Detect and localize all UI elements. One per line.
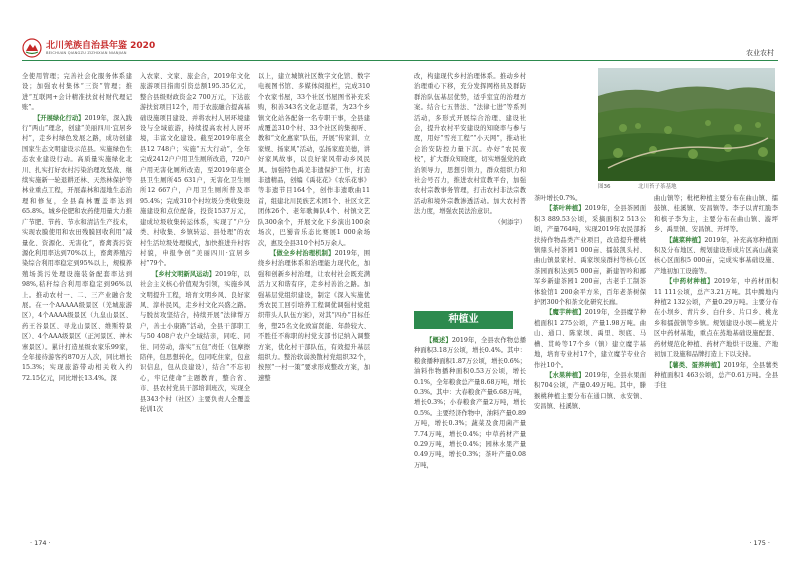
page-number: · 175 · xyxy=(749,539,770,547)
right-column-1b xyxy=(414,336,526,471)
paragraph: 【中药材种植】2019年，中药材面积11 111公顷，总产3.21万吨。其中腾地内种植2 132公顷，产量0.29万吨。主要分布在小坝乡、青片乡、白什乡、片口乡、桃龙乡和擂鼓镇等乡镇。规划建设小坝—桃龙片区中药材基地，重点在蒸地基础设施配套、药材规范化种植、药材产地烘干设施、产地初加工设施和品牌打造上下以支持。 xyxy=(654,278,779,359)
paragraph-text: 2019年，全县农作物总播种面积3.18万公顷，增长0.4%。其中：粮食播种面积1.87万公顷，增长0.6%；油料作物播种面积0.53万公顷，增长0.1%，全年粮食总产量8.68万吨，增长0.3%。其中：大春粮食产量6.68万吨，增长0.3%；小春粮食产量2万吨，增长0.5%。主要经济作物中，油料产量0.89万吨，增长0.3%；蔬菜及食用菌产量7.74万吨，增长0.4%；中草药材产量0.29万吨，增长0.4%；园林水果产量0.49万吨，增长0.3%；茶叶产量0.08万吨， xyxy=(414,337,527,469)
book-title: 北川羌族自治县年鉴 xyxy=(46,41,128,51)
left-column-3 xyxy=(258,72,370,384)
paragraph: 入农家、文家、旅企合，2019年文化旅游项目指南引资总额195.35亿元，整合县级财政资金2 700万元，下达旅游扶贫项目12个，用于农旅融合提高基础设施项目建设、并将农村人居环境建设与全域旅游，持续提高农村人居环境，丰富文化建设。截至2019年底全县12 748户；实施“五大行动”，全年完成2412户户用卫生厕所改造，720户户用无害化厕所改造，至2019年底全县卫生厕所45 631户，无害化卫生厕所12 667户，户用卫生厕所普及率95.4%；完成310个村垃圾分类收集设施建设和点位配备，投资1537万元，建成垃圾收集转运体系，实现了“户分类、村收集、乡镇转运、县处理”的农村生活垃圾处理模式，加快推进升村容村貌，申报争创“美丽四川·宜居乡村”79个。 xyxy=(140,73,250,268)
section-title-banner: 种植业 xyxy=(414,311,513,329)
paragraph: 茶叶增长0.7%。 xyxy=(534,195,582,202)
paragraph: 【做全乡村治理机制】2019年，围绕乡村治理体系和治理能力现代化，加强和创新乡村治理，让农村社会既充满活力又和谐有序，走乡村善治之路。加强基层党组织建设，制定《深入实施优秀农民工回引培养工程调优调强村党组织带头人队伍方案》，对其“四办”目标任务，塑25名文化致富贤能、年龄较大、不胜任不称职的村党支部书记纳入调整方案，优化村干部队伍，有效提升基层组织力。整治软弱涣散村党组织32个，按照“一村一策”要求形成整改方案，加速整 xyxy=(258,249,371,382)
paragraph-heading: 水果种植 xyxy=(552,371,579,379)
figure-number: 图36 xyxy=(598,184,611,190)
paragraph: 【薯类、蛋养种植】2019年，全县薯类种植面积1 463公顷，总产0.61万吨。全县手往 xyxy=(654,361,779,390)
paragraph-heading: 蔬菜种植 xyxy=(672,236,698,244)
section-label: 农业农村 xyxy=(746,49,774,57)
paragraph-heading: 概述 xyxy=(432,337,446,344)
paragraph-text: 2019年，补充高寒种植面积及分布地区、规划建设形成片区高山蔬菜核心区面积5 000亩，完成实事基础设施、产地初加工设施等。 xyxy=(654,236,779,275)
page-number: · 174 · xyxy=(30,539,51,547)
paragraph-text: 2019年，全县魔芋种植面积1 275公顷，产量1.98万吨。曲山、通口、陈家坝、禹里、坝底、马槽、贯岭等17个乡（镇）建立魔芋基地，培育专业村17个，建立魔芋专业合作社10个。 xyxy=(534,309,647,369)
paragraph-heading: 【开展绿化行动】 xyxy=(34,114,85,122)
paragraph-text: 2019年，全县茶园面积3 889.53公顷，采摘面积2 513公顷，产量764吨，实现2019年农民部拆扶持作物品类产业项目，改造提升樱桃镇鼎头村茶园1 000亩、擂鼓凯头村、曲山镇景家村、禹家坝泉群村等核心区茶园面积达到5 000亩，新建智吟和鄙军乡新建茶园1 200亩，古老手工制茶体验馆1 200余平方米，百年老茶树保护团300个和茶文化研究长廊。 xyxy=(534,205,647,307)
paragraph: 以上，建立城镇社区数字文化馆、数字电视图书馆、多媒体阅报栏，完成310个农家书屋，33个社区书屋图书补充采购，积善343名文化志愿者，为23个乡镇文化站各配备一名专职干事，全县建成覆盖310个村、33个社区的集视听、教和“文化惠家”队伍，开展“传家训、立家规、扬家风”活动，弘扬家庭美德，讲好家风故事，以良好家风带动乡风民风。加强特色禹羌非遗保护工作，打造非遗精品，创编《禹花花》《农乐花事》等非遗节目164个，创作非遗歌曲11首，组建北川民族艺术团1个、社区文艺团体26个、老年歌舞队4个、村镇文艺队300余个，开展文化下乡演出100余场次，巴蜀音乐态比赛展1 000余场次，惠及全县310个村5万余人。 xyxy=(258,73,370,247)
paragraph: 【水果种植】2019年，全县水果面积704公顷，产量0.49万吨。其中，滕猴桃种植主要分布在通口镇、永安镇、安昌镇、桂溪镇、 xyxy=(534,371,647,411)
right-page xyxy=(400,0,800,569)
paragraph-text: 2019年，围绕乡村治理体系和治理能力现代化，加强和创新乡村治理，让农村社会既充满活力又和谐有序，走乡村善治之路。加强基层党组织建设，制定《深入实施优秀农民工回引培养工程调优调强村党组织带头人队伍方案》，对其“四办”目标任务，塑25名文化致富贤能、年龄较大、不胜任不称职的村党支部书记纳入调整方案，优化村干部队伍，有效提升基层组织力。整治软弱涣散村党组织32个，按照“一村一策”要求形成整改方案，加速整 xyxy=(258,249,371,382)
paragraph-heading: 乡村文明新风运动 xyxy=(158,270,209,278)
header-rule xyxy=(22,60,400,61)
left-column-2 xyxy=(140,72,250,415)
tea-plantation-image-icon xyxy=(598,68,775,181)
paragraph-heading: 茶叶种植 xyxy=(552,205,579,213)
paragraph: 【乡村文明新风运动】2019年，以社会主义核心价值观为引领，实施乡风文明提升工程，培育文明乡风、良好家风、淳朴民风，走乡村文化兴盛之路。与脱贫攻坚结合，持续开展“法律帮万户，善士小康路”活动，全县干部职工与50 408户农户全域结亲，同吃、同住、同劳动，落实“五包”责任（包摩擦陪伴，包思想转化，包同吃住家，包意识信息，包从良建设），结合“不忘初心，牢记使命”主题教育，整合省、市、县农村党员干部培训班次，实现全县343个村（社区）主要负责人全覆盖轮训1次 xyxy=(140,270,251,413)
paragraph-text: 2019年，深入践行“两山”理念，创建“美丽四川·宜居乡村”，走乡村绿色发展之路，成功创建国家生态文明建设示范县。实施绿色生态农业建设行动。高质量实施绿化北川、扎实打好农村污染治理攻坚战、继续实施新一轮退耕还林、天然林保护等林业重点工程，开展森林和湿地生态治理和修复，全县森林覆盖率达到65.8%。城乡伦肥和农药使用量大力推广节肥、节药、节水和清洁生产技术，实现农膜使用和农田残膜回收利用“减量化、资源化、无害化”，畜禽粪污资源化利用率达到70%以上，畜禽养殖污染综合利用率稳定到95%以上，规模养殖场粪污处理设施装备配套率达到98%,秸秆综合利用率稳定到96%以上。推动农村一、二、三产业融合发展。在一个AAAAA级景区（羌城旅游区），4个AAAA级景区（九皇山景区、药王谷景区、寻龙山景区、维斯特景区）、4个AAA级景区（正河景区、神木寨景区）。累计打造星级农家乐99家，全年接待游客约870万人次，同比增长15.3%；实现旅游带动相关收入约72.15亿元，同比增长13.4%。深 xyxy=(22,114,133,382)
book-year: 2020 xyxy=(130,41,156,51)
paragraph: 【蔬菜种植】2019年，补充高寒种植面积及分布地区、规划建设形成片区高山蔬菜核心区面积5 000亩，完成实事基础设施、产地初加工设施等。 xyxy=(654,236,779,275)
book-subtitle: BEICHUAN QIANGZU ZIZHIXIAN NIANJIAN xyxy=(46,51,127,55)
yearbook-header xyxy=(22,38,155,58)
paragraph xyxy=(22,114,132,385)
paragraph: 【概述】2019年，全县农作物总播种面积3.18万公顷，增长0.4%。其中：粮食播种面积1.87万公顷，增长0.6%；油料作物播种面积0.53万公顷，增长0.1%，全年粮食总产量8.68万吨，增长0.3%。其中：大春粮食产量6.68万吨，增长0.3%；小春粮食产量2万吨，增长0.5%。主要经济作物中，油料产量0.89万吨，增长0.3%；蔬菜及食用菌产量7.74万吨，增长0.4%；中草药材产量0.29万吨，增长0.4%；园林水果产量0.49万吨，增长0.3%；茶叶产量0.08万吨， xyxy=(414,337,527,469)
author-credit: （何添宇） xyxy=(494,218,526,226)
paragraph-text: 2019年，以社会主义核心价值观为引领，实施乡风文明提升工程，培育文明乡风、良好家风、淳朴民风，走乡村文化兴盛之路。与脱贫攻坚结合，持续开展“法律帮万户，善士小康路”活动，全县干部职工与50 408户农户全域结亲，同吃、同住、同劳动，落实“五包”责任（包摩擦陪伴，包思想转化，包同吃住家，包意识信息，包从良建设），结合“不忘初心，牢记使命”主题教育，整合省、市、县农村党员干部培训班次，实现全县343个村（社区）主要负责人全覆盖轮训1次 xyxy=(140,270,251,413)
paragraph: 【茶叶种植】2019年，全县茶园面积3 889.53公顷，采摘面积2 513公顷，产量764吨，实现2019年农民部拆扶持作物品类产业项目，改造提升樱桃镇鼎头村茶园1 000亩、擂鼓凯头村、曲山镇景家村、禹家坝泉群村等核心区茶园面积达到5 000亩，新建智吟和鄙军乡新建茶园1 200亩，古老手工制茶体验馆1 200余平方米，百年老茶树保护团300个和茶文化研究长廊。 xyxy=(534,205,647,307)
paragraph: 【魔芋种植】2019年，全县魔芋种植面积1 275公顷，产量1.98万吨。曲山、通口、陈家坝、禹里、坝底、马槽、贯岭等17个乡（镇）建立魔芋基地，培育专业村17个，建立魔芋专业合作社10个。 xyxy=(534,309,647,369)
header-rule xyxy=(400,60,778,61)
right-column-1 xyxy=(414,72,526,228)
left-column-1 xyxy=(22,72,132,384)
paragraph: 全使用管理；完善社会化服务体系建设；加强农村集体“三资”管理；推进“互联网+会计精准扶贫村财代理记账”。 xyxy=(22,73,132,112)
figure-caption-text: 北川苔子茶基地 xyxy=(638,184,677,190)
tea-plantation-photo xyxy=(598,68,775,181)
paragraph-text: 2019年，中药材面积11 111公顷，总产3.21万吨。其中腾地内种植2 132公顷，产量0.29万吨。主要分布在小坝乡、青片乡、白什乡、片口乡、桃龙乡和擂鼓镇等乡镇。规划建设小坝—桃龙片区中药材基地，重点在蒸地基础设施配套、药材规范化种植、药材产地烘干设施、产地初加工设施和品牌打造上下以支持。 xyxy=(654,278,779,359)
right-column-3 xyxy=(654,194,778,392)
right-column-2 xyxy=(534,194,646,413)
paragraph-heading: 做全乡村治理机制 xyxy=(276,249,329,257)
paragraph-heading: 中药材种植 xyxy=(672,278,708,286)
paragraph-heading: 魔芋种植 xyxy=(552,309,579,317)
paragraph: 改，构建现代乡村治理体系。推动乡村治理重心下移，充分发挥网格员及群防群治队伍基层优势，适乎室宜的治理方案。结合七五普法、“法律七进”等系列活动，多形式开展综合治理、建设社会，提升农村平安建设的知晓率与参与度，用好“雪亮工程”“小天网”，推动社会治安防控力量下沉。办好“农民夜校”，扩大群众知晓度，切实增强党的政治领导力，思想引领力，群众组织力和社会号召力，推进农村宣教平台，加强农村宗教事务管理，打击农村非法宗教活动和境外宗教渗透活动。加大农村普法力度，增强农民法治意识。 xyxy=(414,73,526,216)
photo-caption xyxy=(598,182,775,190)
paragraph-text: 2019年，全县水果面积704公顷，产量0.49万吨。其中，滕猴桃种植主要分布在通口镇、永安镇、安昌镇、桂溪镇、 xyxy=(534,371,647,411)
paragraph: 曲山镇等；枇杷种植主要分布在曲山镇、擂鼓镇、桂溪镇、安昌镇等。李子以青红脆李和槟子李为主，主要分布在曲山镇、漩坪乡、禹里镇、安昌镇、开坪等。 xyxy=(654,195,778,234)
paragraph-heading: 薯类、蛋养种植 xyxy=(672,361,718,369)
county-logo-icon xyxy=(22,38,42,58)
paragraph-text: 2019年，全县薯类种植面积1 463公顷，总产0.61万吨。全县手往 xyxy=(654,361,779,390)
